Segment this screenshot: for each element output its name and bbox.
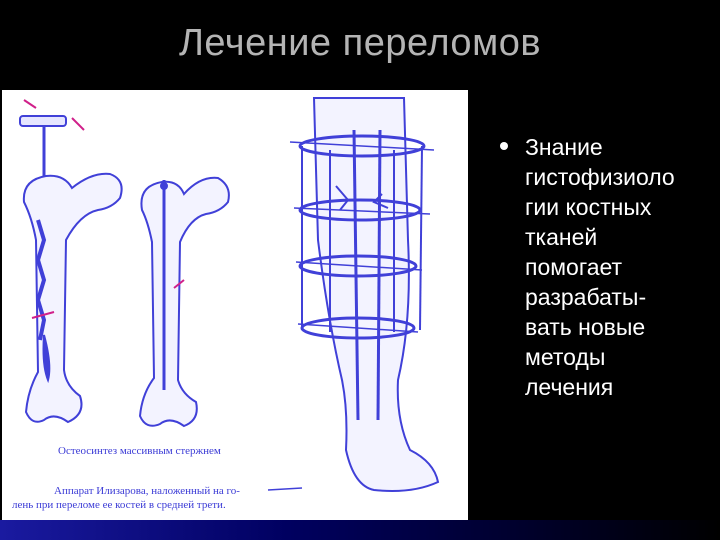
bottom-gradient-bar: [0, 520, 720, 540]
slide-title: Лечение переломов: [178, 22, 542, 64]
bullet-line: тканей: [525, 224, 598, 250]
femur-with-rod-drawing: [20, 100, 122, 422]
leg-with-ilizarov-drawing: [290, 98, 438, 491]
bullet-line: лечения: [525, 374, 614, 400]
bullet-line: разрабаты-: [525, 284, 647, 310]
femur-drawing: [140, 178, 229, 426]
bullet-line: гии костных: [525, 194, 652, 220]
bullet-list: [500, 132, 710, 402]
bullet-line: методы: [525, 344, 606, 370]
bullet-dot-icon: [500, 142, 508, 150]
bullet-line: вать новые: [525, 314, 646, 340]
caption-osteosynthesis: Остеосинтез массивным стержнем: [58, 445, 221, 457]
fracture-illustration: [2, 90, 468, 520]
caption-ilizarov-line-1: Аппарат Илизарова, наложенный на го-: [54, 485, 240, 497]
bullet-line: помогает: [525, 254, 623, 280]
bullet-line: Знание: [525, 134, 603, 160]
bullet-line: гистофизиоло: [525, 164, 675, 190]
bullet-item: [500, 132, 710, 402]
caption-ilizarov-line-2: лень при переломе ее костей в средней трети.: [12, 499, 226, 511]
